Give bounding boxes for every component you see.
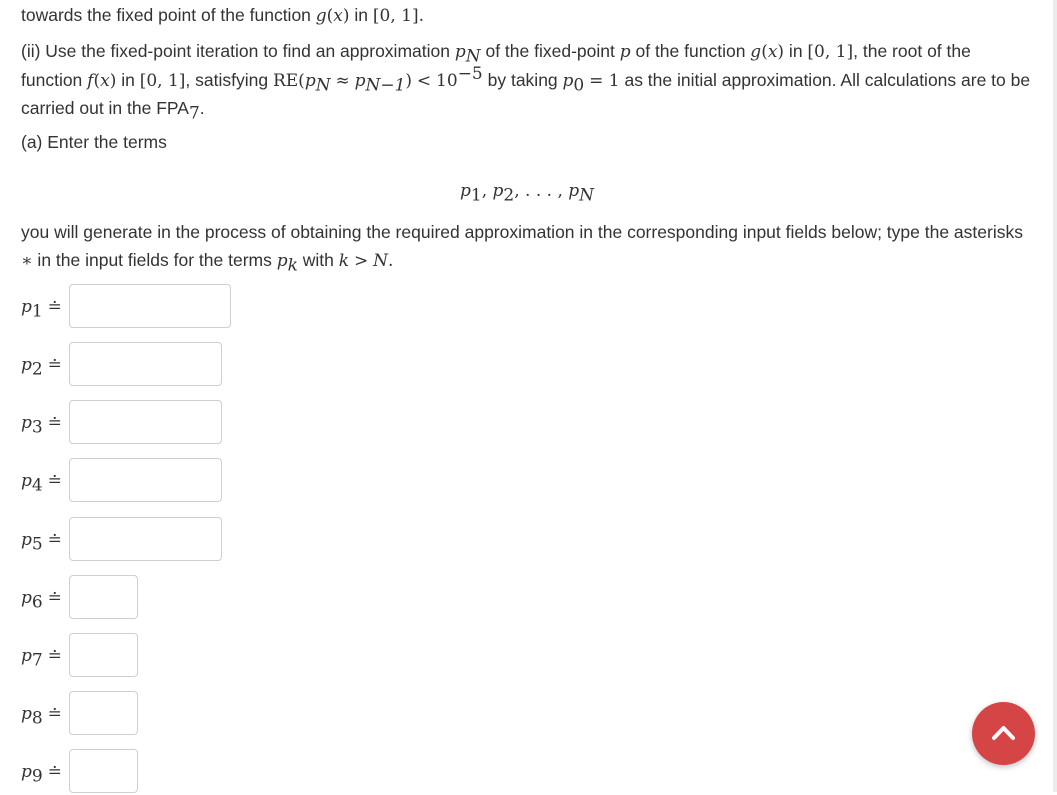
- term-label: $p_1$ ≐: [21, 297, 62, 322]
- term-input-p5[interactable]: [69, 517, 222, 561]
- term-label: $p_5$ ≐: [21, 530, 62, 555]
- term-label: $p_4$ ≐: [21, 471, 62, 496]
- scroll-to-top-button[interactable]: [972, 702, 1035, 765]
- term-input-p1[interactable]: [69, 284, 231, 328]
- term-label: $p_8$ ≐: [21, 704, 62, 729]
- term-input-p2[interactable]: [69, 342, 222, 386]
- term-label: $p_3$ ≐: [21, 413, 62, 438]
- part-a-title: (a) Enter the terms: [21, 132, 167, 152]
- term-input-p6[interactable]: [69, 575, 138, 619]
- display-equation: $p_1$, $p_2$, . . . , $p_N$: [459, 181, 595, 206]
- intro-line: towards the fixed point of the function g(x) in [0, 1].: [21, 5, 425, 26]
- term-label: $p_2$ ≐: [21, 355, 62, 380]
- term-input-p7[interactable]: [69, 633, 138, 677]
- page-scrollbar[interactable]: [1053, 0, 1057, 792]
- instructions-paragraph: you will generate in the process of obtaining the required approximation in the corresponding input fields below; type the asterisks ∗ in the input fields for the terms $p_k$ with k > N.: [21, 222, 1023, 275]
- term-input-p3[interactable]: [69, 400, 222, 444]
- part-ii-paragraph: (ii) Use the fixed-point iteration to find an approximation $p_N$ of the fixed-point p of the function g(x) in [0, 1], the root of the function f(x) in [0, 1], satisfying $RE(p_N \approx p_{N-1}) < 10^{-5}$ by taking $p_0 = 1$ as the initial approximation. All calculations are to be carried out in the $FPA_7$.: [21, 41, 1031, 124]
- term-input-p8[interactable]: [69, 691, 138, 735]
- term-label: $p_6$ ≐: [21, 588, 62, 613]
- term-input-p9[interactable]: [69, 749, 138, 793]
- term-input-p4[interactable]: [69, 458, 222, 502]
- chevron-up-icon: [991, 722, 1016, 744]
- term-label: $p_7$ ≐: [21, 646, 62, 671]
- term-label: $p_9$ ≐: [21, 762, 62, 787]
